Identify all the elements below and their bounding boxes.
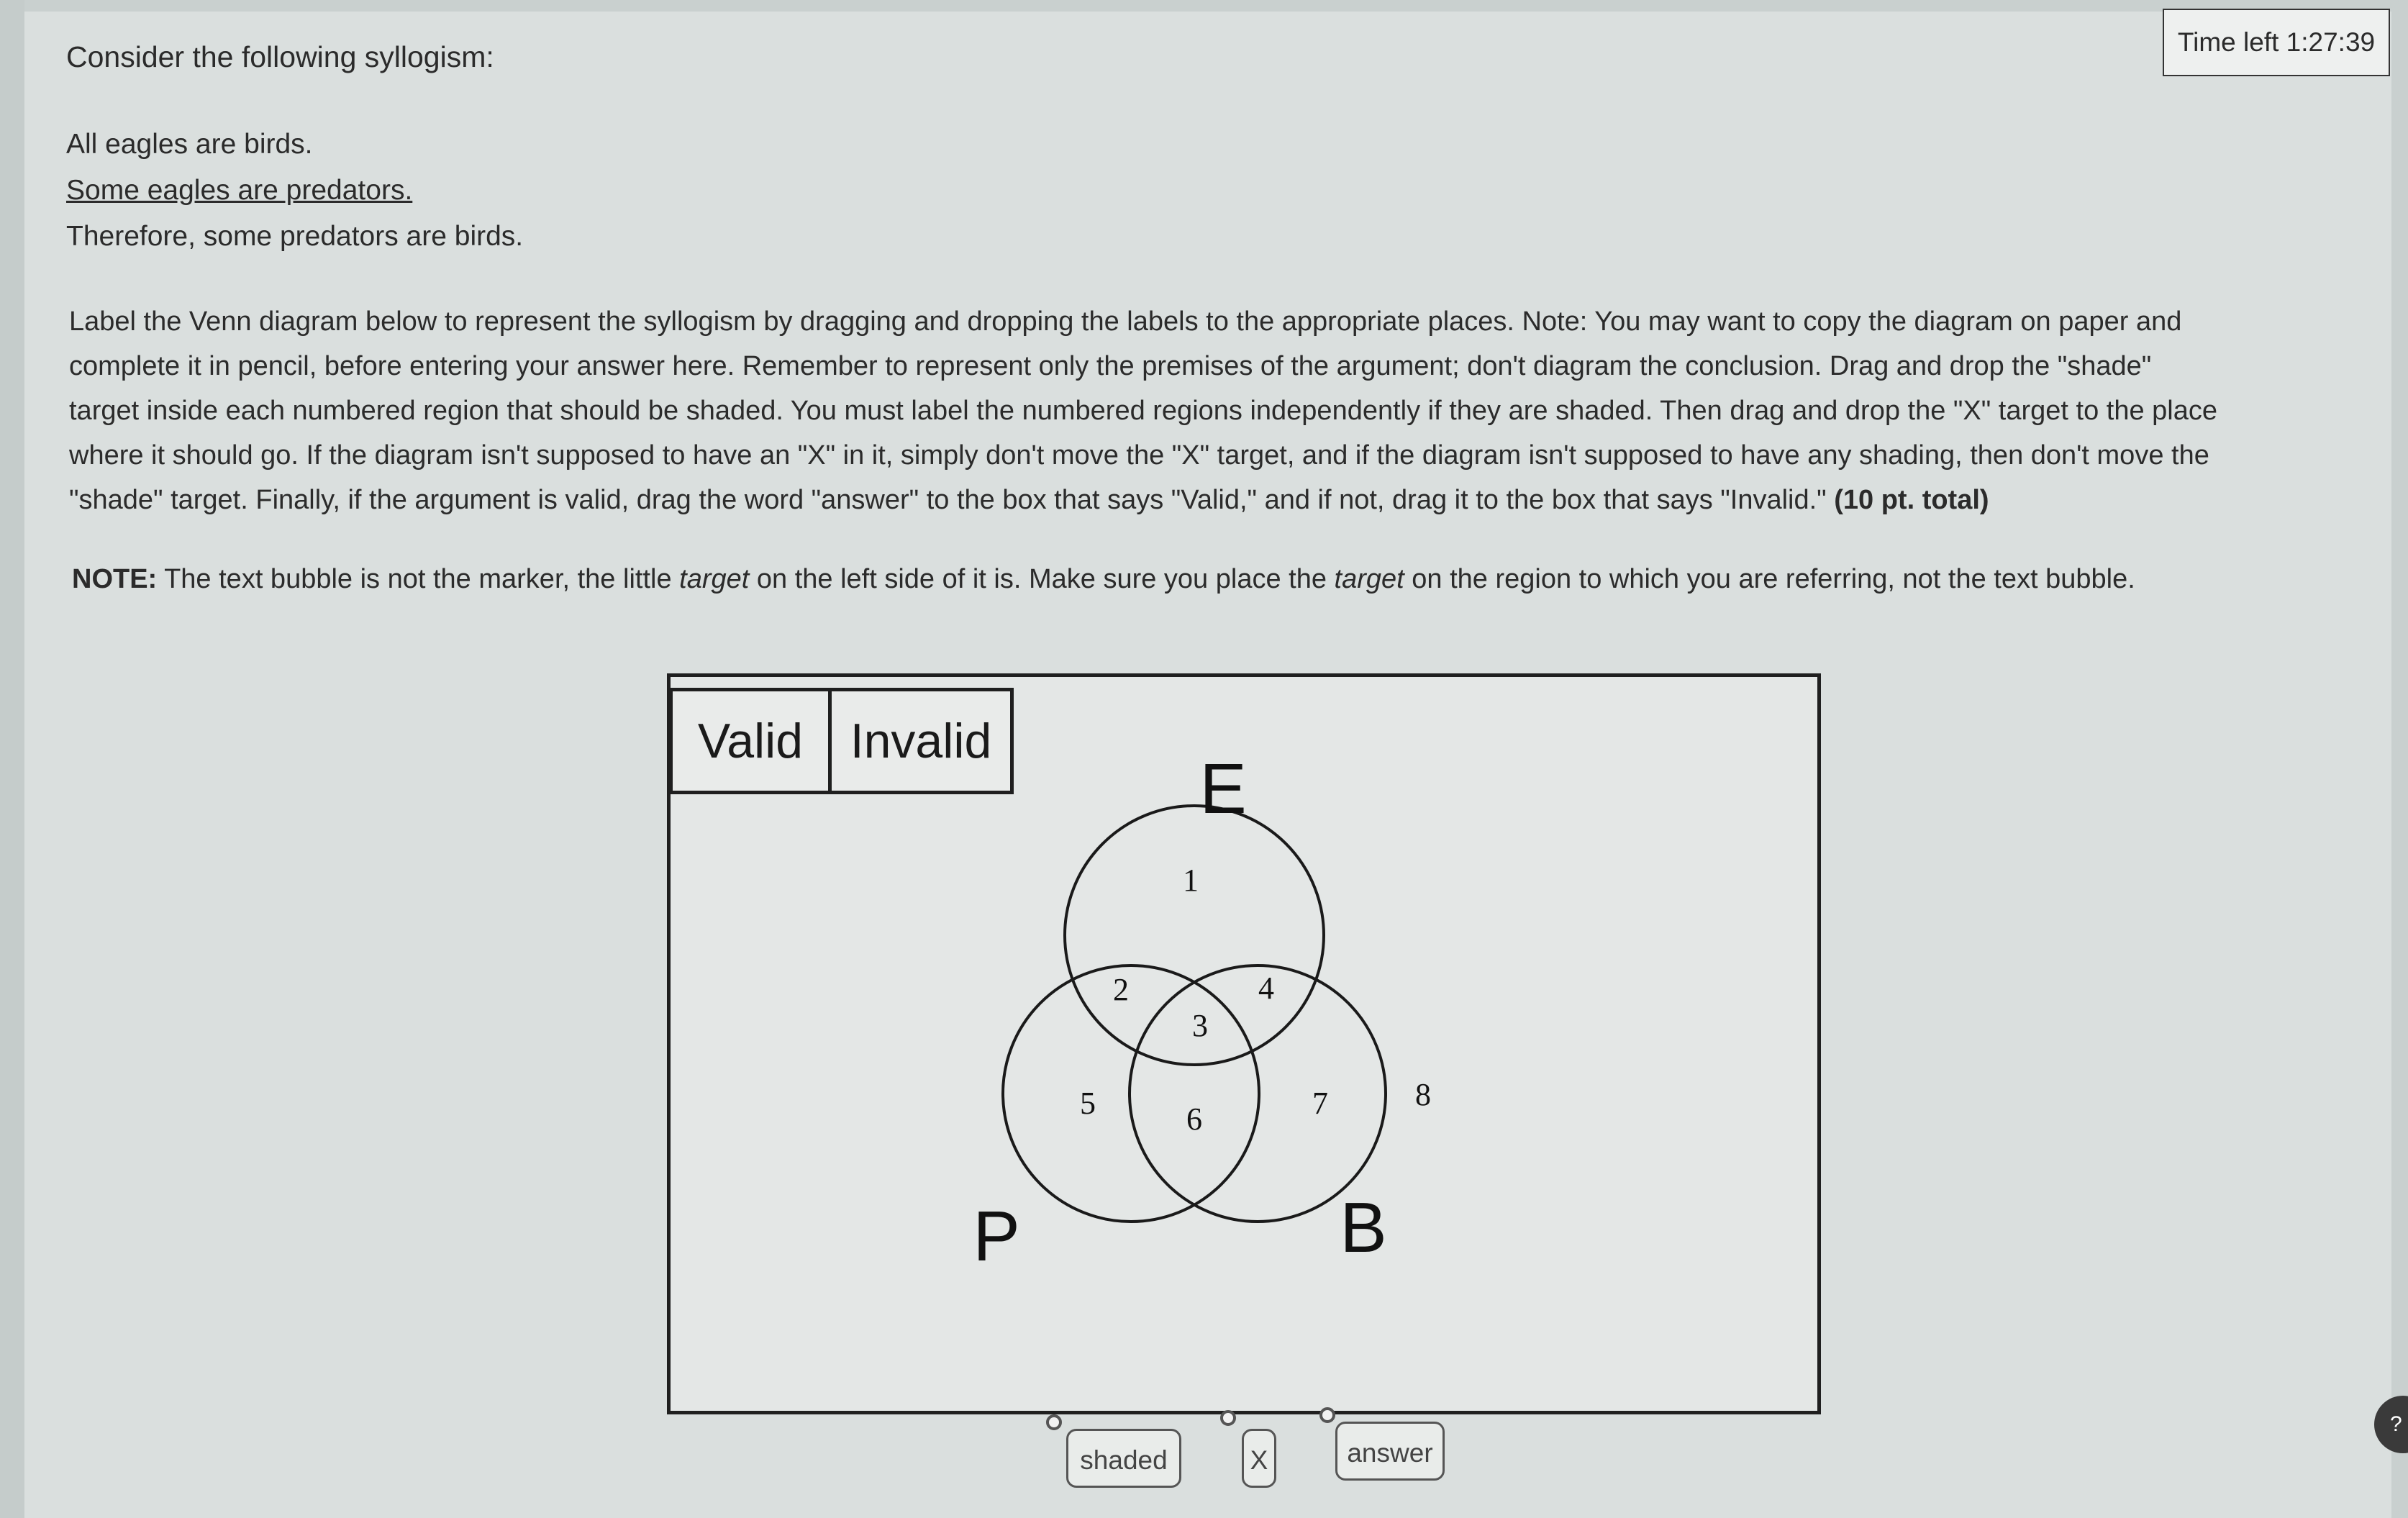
note-text-1: The text bubble is not the marker, the little [157, 564, 680, 594]
question-intro: Consider the following syllogism: [66, 40, 494, 73]
answer-drag-label[interactable]: answer [1335, 1422, 1445, 1481]
venn-diagram[interactable] [935, 741, 1482, 1288]
points-label: (10 pt. total) [1834, 485, 1989, 515]
instructions [69, 299, 2364, 522]
note-label: NOTE: [72, 564, 158, 594]
premise-2: Some eagles are predators. [66, 175, 413, 206]
invalid-drop-box[interactable]: Invalid [828, 688, 1014, 794]
region-8[interactable]: 8 [1415, 1077, 1431, 1112]
region-5[interactable]: 5 [1080, 1086, 1096, 1121]
region-2[interactable]: 2 [1113, 972, 1129, 1007]
region-1[interactable]: 1 [1183, 863, 1199, 898]
region-3[interactable]: 3 [1192, 1008, 1208, 1043]
note [72, 557, 2135, 601]
label-b: B [1340, 1188, 1387, 1267]
note-target-2: target [1334, 564, 1404, 594]
label-e: E [1199, 749, 1247, 828]
shaded-drag-label[interactable]: shaded [1066, 1429, 1181, 1488]
label-p: P [973, 1196, 1020, 1276]
premise-1: All eagles are birds. [66, 129, 313, 160]
x-drag-label[interactable]: X [1242, 1429, 1276, 1488]
x-target-handle[interactable] [1220, 1410, 1236, 1426]
help-icon[interactable]: ? [2374, 1396, 2408, 1453]
note-target-1: target [679, 564, 750, 594]
note-text-3: on the region to which you are referring, not the text bubble. [1404, 564, 2135, 594]
shaded-target-handle[interactable] [1046, 1414, 1062, 1430]
instructions-text: Label the Venn diagram below to represent the syllogism by dragging and dropping the labels to the appropriate places. Note: You may want to copy the diagram on paper and complete it in pencil, before entering your answer here. Remember to represent only the premises of the argument; don't diagram the conclusion. Drag and drop the "shade" target inside each numbered region that should be shaded. You must label the numbered regions independently if they are shaded. Then drag and drop the "X" target to the place where it should go. If the diagram isn't supposed to have an "X" in it, simply don't move the "X" target, and if the diagram isn't supposed to have any shading, then don't move the "shade" target. Finally, if the argument is valid, drag the word "answer" to the box that says "Valid," and if not, drag it to the box that says "Invalid." [69, 306, 2218, 515]
region-6[interactable]: 6 [1186, 1101, 1202, 1137]
answer-target-handle[interactable] [1319, 1407, 1335, 1423]
region-4[interactable]: 4 [1258, 971, 1274, 1006]
valid-drop-box[interactable]: Valid [669, 688, 832, 794]
left-margin-strip [0, 0, 24, 1518]
conclusion: Therefore, some predators are birds. [66, 221, 524, 252]
time-left-indicator: Time left 1:27:39 [2163, 9, 2390, 76]
note-text-2: on the left side of it is. Make sure you place the [749, 564, 1335, 594]
region-7[interactable]: 7 [1312, 1086, 1328, 1121]
